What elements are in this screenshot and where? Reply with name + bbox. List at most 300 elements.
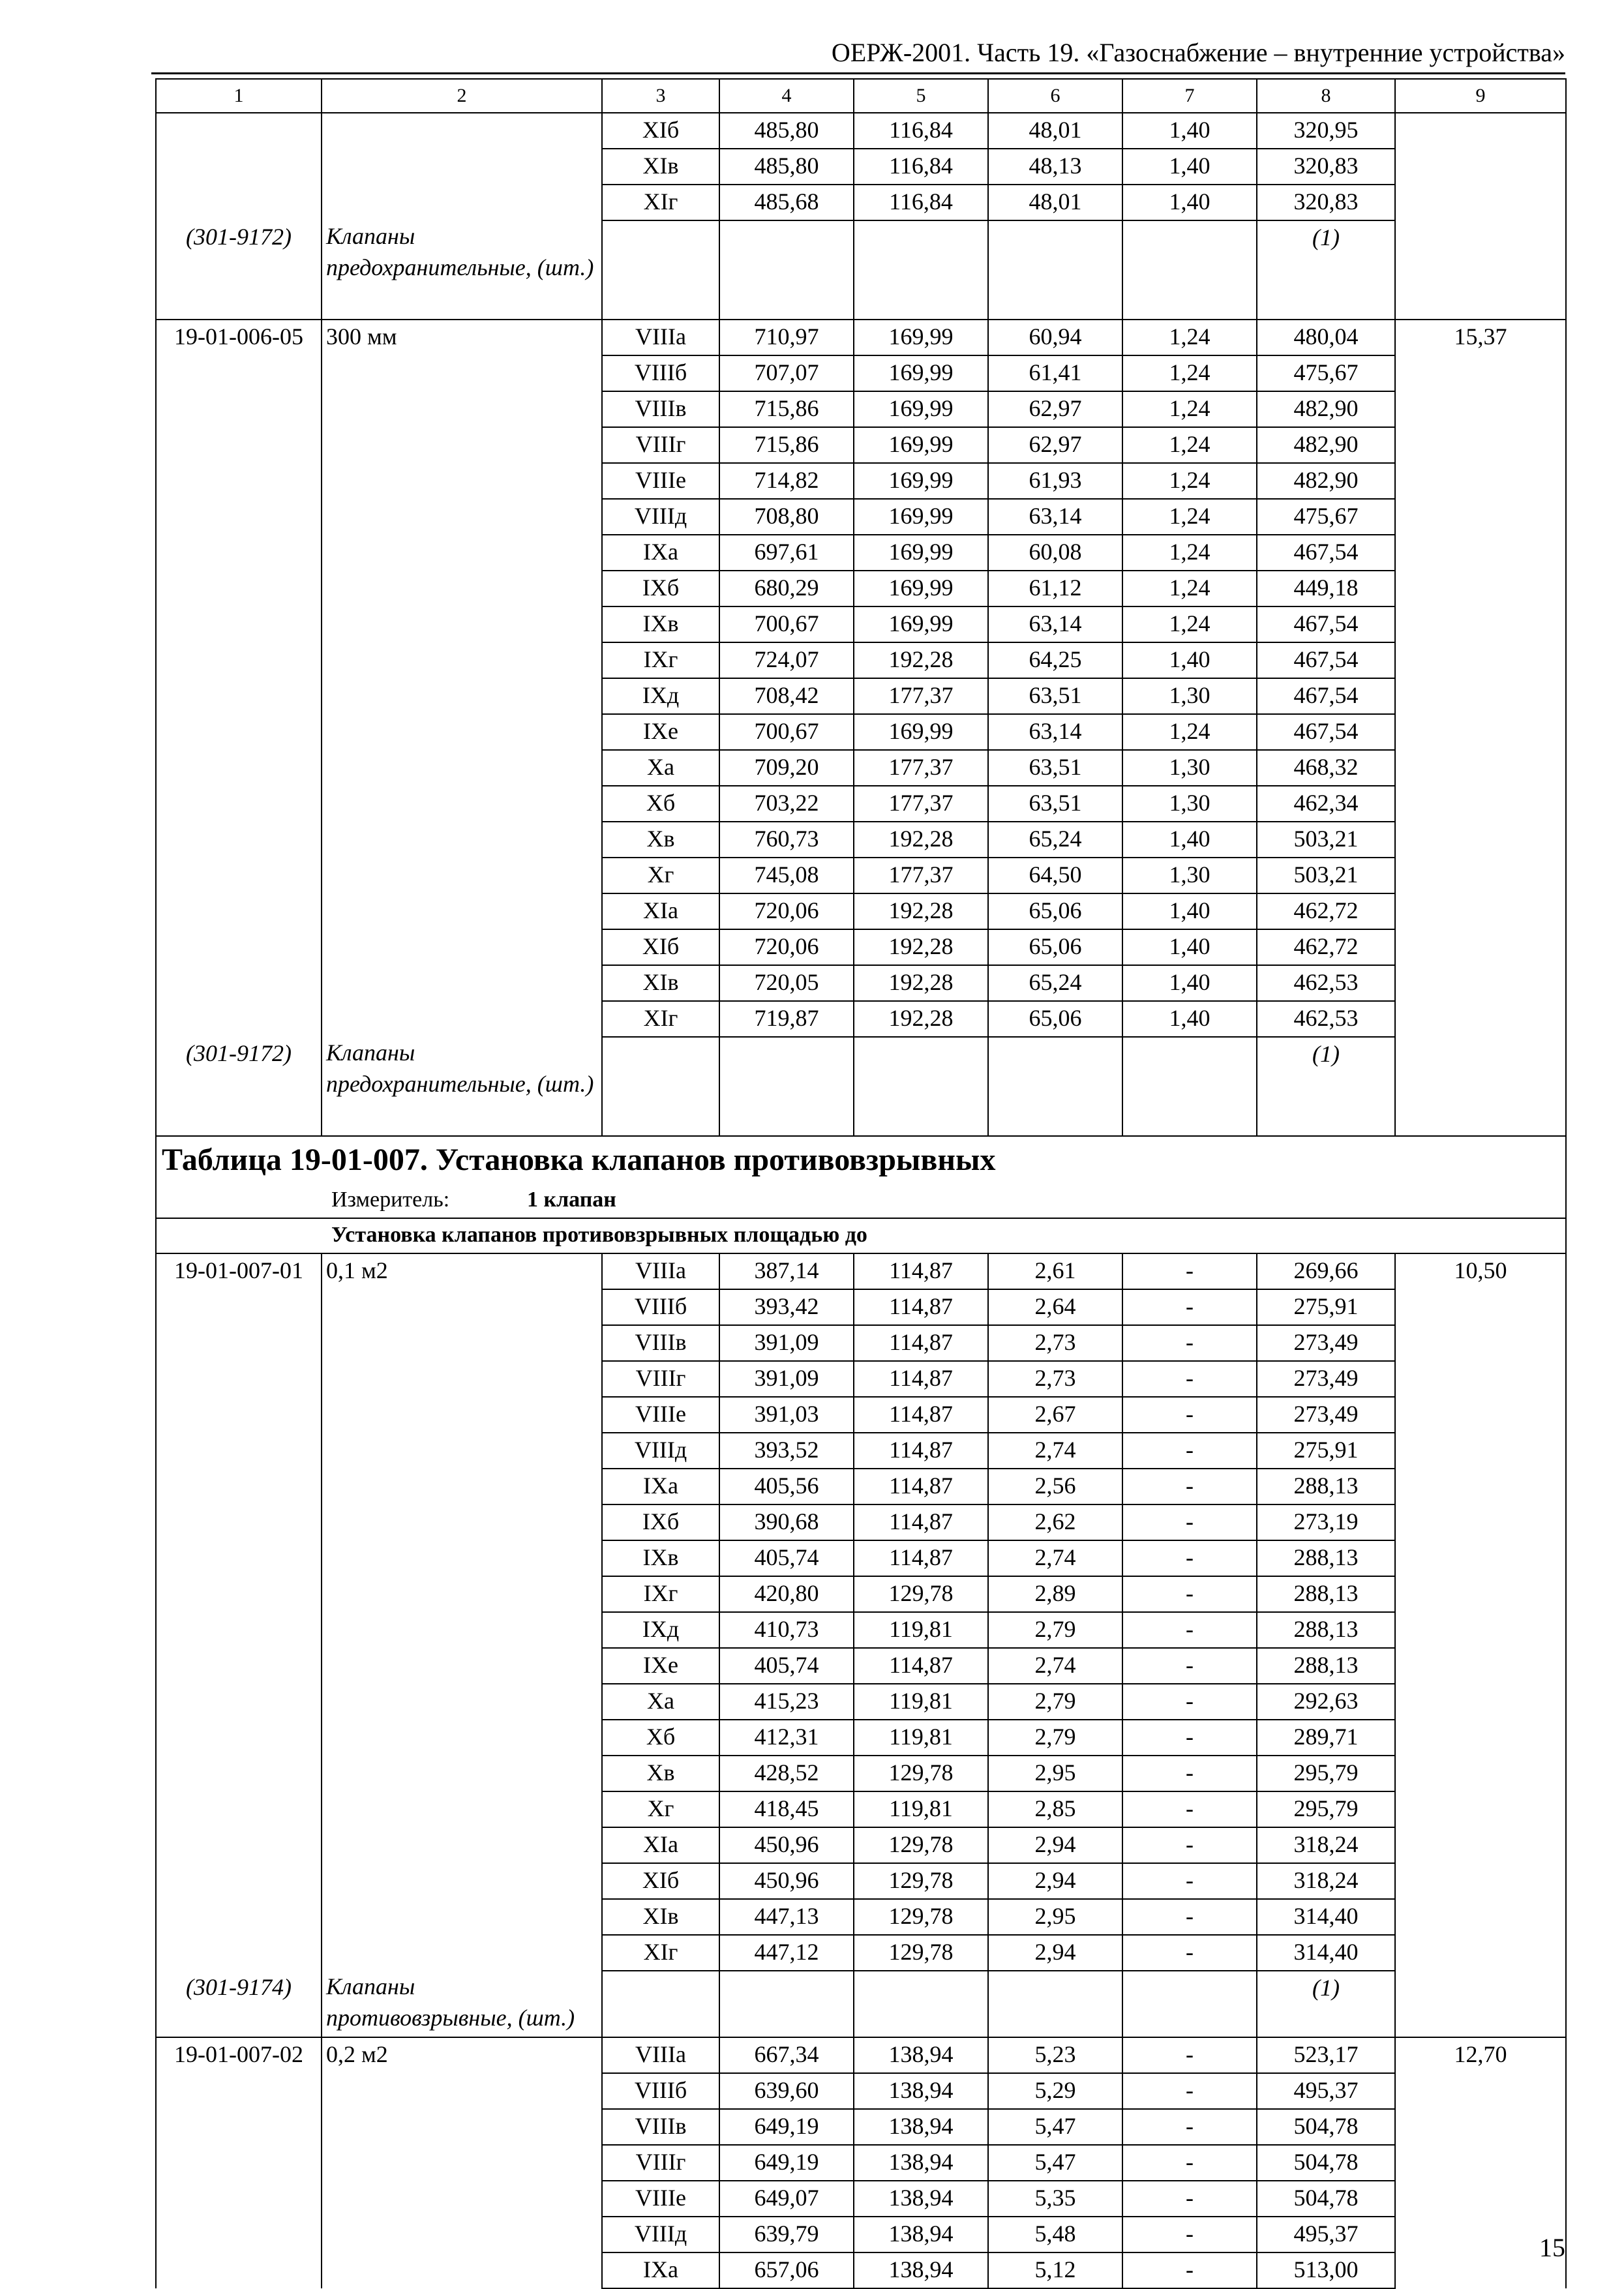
value-cell: 192,28 bbox=[854, 1001, 988, 1037]
value-cell: 467,54 bbox=[1257, 535, 1395, 571]
value-cell: 60,08 bbox=[988, 535, 1122, 571]
value-cell: 1,24 bbox=[1122, 355, 1257, 391]
value-cell: 114,87 bbox=[854, 1397, 988, 1433]
value-cell: 63,51 bbox=[988, 750, 1122, 786]
value-cell: 169,99 bbox=[854, 571, 988, 606]
value-cell: 169,99 bbox=[854, 355, 988, 391]
value-cell: 391,09 bbox=[719, 1361, 854, 1397]
value-cell: 320,83 bbox=[1257, 149, 1395, 185]
value-cell: 1,24 bbox=[1122, 535, 1257, 571]
zone-cell: Xв bbox=[602, 1756, 719, 1791]
zone-cell: VIIIа bbox=[602, 1253, 719, 1289]
value-cell: 138,94 bbox=[854, 2252, 988, 2288]
value-cell: 708,42 bbox=[719, 678, 854, 714]
value-cell: 1,40 bbox=[1122, 929, 1257, 965]
value-cell: - bbox=[1122, 1827, 1257, 1863]
empty-cell bbox=[988, 1037, 1122, 1136]
zone-cell: IXб bbox=[602, 571, 719, 606]
value-cell: 480,04 bbox=[1257, 320, 1395, 355]
value-cell: 720,06 bbox=[719, 929, 854, 965]
value-cell: 639,60 bbox=[719, 2073, 854, 2109]
value-cell: 1,24 bbox=[1122, 499, 1257, 535]
value-cell: 482,90 bbox=[1257, 463, 1395, 499]
value-cell: - bbox=[1122, 1469, 1257, 1504]
zone-cell: Xб bbox=[602, 1720, 719, 1756]
rate-col9-cell: 15,37 bbox=[1395, 320, 1566, 1136]
zone-cell: IXб bbox=[602, 1504, 719, 1540]
value-cell: 177,37 bbox=[854, 786, 988, 822]
value-cell: 2,79 bbox=[988, 1684, 1122, 1720]
value-cell: 65,24 bbox=[988, 822, 1122, 858]
value-cell: 114,87 bbox=[854, 1325, 988, 1361]
value-cell: 1,40 bbox=[1122, 113, 1257, 149]
value-cell: 504,78 bbox=[1257, 2181, 1395, 2217]
value-cell: 708,80 bbox=[719, 499, 854, 535]
value-cell: 2,74 bbox=[988, 1433, 1122, 1469]
value-cell: 1,24 bbox=[1122, 463, 1257, 499]
value-cell: - bbox=[1122, 1253, 1257, 1289]
value-cell: 1,40 bbox=[1122, 642, 1257, 678]
value-cell: 114,87 bbox=[854, 1361, 988, 1397]
value-cell: 2,62 bbox=[988, 1504, 1122, 1540]
value-cell: 418,45 bbox=[719, 1791, 854, 1827]
value-cell: 2,73 bbox=[988, 1361, 1122, 1397]
table-body bbox=[156, 79, 1566, 2288]
value-cell: 273,49 bbox=[1257, 1397, 1395, 1433]
value-cell: 415,23 bbox=[719, 1684, 854, 1720]
value-cell: 138,94 bbox=[854, 2217, 988, 2252]
value-cell: 1,40 bbox=[1122, 893, 1257, 929]
value-cell: 169,99 bbox=[854, 427, 988, 463]
value-cell: - bbox=[1122, 1540, 1257, 1576]
value-cell: 1,40 bbox=[1122, 1001, 1257, 1037]
value-cell: 289,71 bbox=[1257, 1720, 1395, 1756]
value-cell: 138,94 bbox=[854, 2109, 988, 2145]
value-cell: 295,79 bbox=[1257, 1791, 1395, 1827]
value-cell: - bbox=[1122, 2145, 1257, 2181]
value-cell: 114,87 bbox=[854, 1648, 988, 1684]
subheading: Установка клапанов противовзрывных площадью до bbox=[156, 1218, 1566, 1253]
value-cell: 523,17 bbox=[1257, 2037, 1395, 2073]
value-cell: - bbox=[1122, 1684, 1257, 1720]
value-cell: 119,81 bbox=[854, 1720, 988, 1756]
rates-table bbox=[155, 78, 1567, 2289]
value-cell: 707,07 bbox=[719, 355, 854, 391]
empty-cell bbox=[719, 1971, 854, 2037]
rate-code-cell: 19-01-007-01 bbox=[156, 1253, 322, 1971]
value-cell: 63,14 bbox=[988, 606, 1122, 642]
value-cell: 462,72 bbox=[1257, 893, 1395, 929]
value-cell: 2,73 bbox=[988, 1325, 1122, 1361]
value-cell: 467,54 bbox=[1257, 714, 1395, 750]
value-cell: 504,78 bbox=[1257, 2145, 1395, 2181]
value-cell: 116,84 bbox=[854, 113, 988, 149]
value-cell: 475,67 bbox=[1257, 355, 1395, 391]
value-cell: 503,21 bbox=[1257, 822, 1395, 858]
value-cell: 405,56 bbox=[719, 1469, 854, 1504]
value-cell: - bbox=[1122, 2037, 1257, 2073]
empty-cell bbox=[1122, 1971, 1257, 2037]
rate-col9-cell bbox=[1395, 113, 1566, 320]
value-cell: 513,00 bbox=[1257, 2252, 1395, 2288]
zone-cell: Xа bbox=[602, 750, 719, 786]
value-cell: 447,13 bbox=[719, 1899, 854, 1935]
value-cell: 447,12 bbox=[719, 1935, 854, 1971]
zone-cell: VIIIг bbox=[602, 2145, 719, 2181]
value-cell: 724,07 bbox=[719, 642, 854, 678]
rate-name-cell bbox=[322, 113, 602, 220]
zone-cell: VIIIг bbox=[602, 1361, 719, 1397]
empty-cell bbox=[988, 220, 1122, 320]
header-rule bbox=[151, 72, 1565, 74]
value-cell: 129,78 bbox=[854, 1827, 988, 1863]
value-cell: 391,03 bbox=[719, 1397, 854, 1433]
value-cell: 2,94 bbox=[988, 1863, 1122, 1899]
value-cell: - bbox=[1122, 2109, 1257, 2145]
resource-row bbox=[156, 1971, 1566, 2037]
value-cell: 65,24 bbox=[988, 965, 1122, 1001]
value-cell: 62,97 bbox=[988, 427, 1122, 463]
value-cell: 2,95 bbox=[988, 1756, 1122, 1791]
value-cell: 2,79 bbox=[988, 1720, 1122, 1756]
table-row bbox=[156, 2037, 1566, 2073]
value-cell: 61,12 bbox=[988, 571, 1122, 606]
resource-qty: (1) bbox=[1257, 1971, 1395, 2037]
measure-value: 1 клапан bbox=[527, 1188, 616, 1212]
zone-cell: XIб bbox=[602, 113, 719, 149]
value-cell: - bbox=[1122, 1325, 1257, 1361]
zone-cell: IXв bbox=[602, 1540, 719, 1576]
empty-cell bbox=[719, 1037, 854, 1136]
value-cell: 116,84 bbox=[854, 185, 988, 220]
value-cell: 412,31 bbox=[719, 1720, 854, 1756]
value-cell: 320,83 bbox=[1257, 185, 1395, 220]
value-cell: 273,49 bbox=[1257, 1325, 1395, 1361]
value-cell: 177,37 bbox=[854, 858, 988, 893]
resource-name: Клапаны противовзрывные, (шт.) bbox=[322, 1971, 602, 2037]
zone-cell: VIIIе bbox=[602, 2181, 719, 2217]
zone-cell: IXе bbox=[602, 714, 719, 750]
value-cell: 639,79 bbox=[719, 2217, 854, 2252]
value-cell: 2,74 bbox=[988, 1540, 1122, 1576]
resource-code: (301-9172) bbox=[156, 220, 322, 320]
zone-cell: XIа bbox=[602, 893, 719, 929]
rate-col9-cell: 10,50 bbox=[1395, 1253, 1566, 2037]
value-cell: 504,78 bbox=[1257, 2109, 1395, 2145]
value-cell: 64,50 bbox=[988, 858, 1122, 893]
empty-cell bbox=[854, 1037, 988, 1136]
zone-cell: XIб bbox=[602, 929, 719, 965]
value-cell: 467,54 bbox=[1257, 678, 1395, 714]
value-cell: 450,96 bbox=[719, 1827, 854, 1863]
zone-cell: VIIIе bbox=[602, 1397, 719, 1433]
value-cell: 192,28 bbox=[854, 929, 988, 965]
value-cell: 1,24 bbox=[1122, 714, 1257, 750]
value-cell: 709,20 bbox=[719, 750, 854, 786]
zone-cell: IXа bbox=[602, 2252, 719, 2288]
value-cell: 667,34 bbox=[719, 2037, 854, 2073]
resource-name: Клапаны предохранительные, (шт.) bbox=[322, 1037, 602, 1136]
empty-cell bbox=[602, 1971, 719, 2037]
value-cell: 449,18 bbox=[1257, 571, 1395, 606]
value-cell: 482,90 bbox=[1257, 391, 1395, 427]
value-cell: 462,72 bbox=[1257, 929, 1395, 965]
value-cell: 114,87 bbox=[854, 1253, 988, 1289]
value-cell: - bbox=[1122, 1899, 1257, 1935]
zone-cell: XIг bbox=[602, 1935, 719, 1971]
value-cell: 62,97 bbox=[988, 391, 1122, 427]
zone-cell: VIIIд bbox=[602, 499, 719, 535]
value-cell: 1,40 bbox=[1122, 965, 1257, 1001]
zone-cell: XIв bbox=[602, 965, 719, 1001]
value-cell: 703,22 bbox=[719, 786, 854, 822]
zone-cell: VIIIд bbox=[602, 1433, 719, 1469]
value-cell: - bbox=[1122, 1289, 1257, 1325]
column-number: 9 bbox=[1395, 79, 1566, 113]
zone-cell: XIг bbox=[602, 185, 719, 220]
value-cell: 169,99 bbox=[854, 320, 988, 355]
value-cell: 288,13 bbox=[1257, 1540, 1395, 1576]
value-cell: 114,87 bbox=[854, 1433, 988, 1469]
value-cell: 48,13 bbox=[988, 149, 1122, 185]
value-cell: 485,80 bbox=[719, 149, 854, 185]
value-cell: 720,06 bbox=[719, 893, 854, 929]
value-cell: 2,56 bbox=[988, 1469, 1122, 1504]
value-cell: 129,78 bbox=[854, 1899, 988, 1935]
value-cell: 649,19 bbox=[719, 2109, 854, 2145]
value-cell: 288,13 bbox=[1257, 1469, 1395, 1504]
column-number: 8 bbox=[1257, 79, 1395, 113]
value-cell: 114,87 bbox=[854, 1289, 988, 1325]
value-cell: 63,14 bbox=[988, 714, 1122, 750]
value-cell: 138,94 bbox=[854, 2037, 988, 2073]
value-cell: 119,81 bbox=[854, 1791, 988, 1827]
value-cell: 462,53 bbox=[1257, 1001, 1395, 1037]
zone-cell: XIб bbox=[602, 1863, 719, 1899]
table-row bbox=[156, 113, 1566, 149]
value-cell: 292,63 bbox=[1257, 1684, 1395, 1720]
zone-cell: VIIIб bbox=[602, 2073, 719, 2109]
zone-cell: IXа bbox=[602, 535, 719, 571]
rate-code-cell: 19-01-006-05 bbox=[156, 320, 322, 1037]
zone-cell: VIIIв bbox=[602, 2109, 719, 2145]
value-cell: - bbox=[1122, 1433, 1257, 1469]
value-cell: 715,86 bbox=[719, 427, 854, 463]
value-cell: - bbox=[1122, 2181, 1257, 2217]
rate-name-cell: 0,2 м2 bbox=[322, 2037, 602, 2288]
zone-cell: IXг bbox=[602, 1576, 719, 1612]
value-cell: 1,24 bbox=[1122, 427, 1257, 463]
value-cell: 393,42 bbox=[719, 1289, 854, 1325]
value-cell: 719,87 bbox=[719, 1001, 854, 1037]
value-cell: 482,90 bbox=[1257, 427, 1395, 463]
value-cell: 760,73 bbox=[719, 822, 854, 858]
value-cell: 467,54 bbox=[1257, 642, 1395, 678]
column-number-row bbox=[156, 79, 1566, 113]
measure-label: Измеритель: bbox=[331, 1188, 450, 1212]
value-cell: 288,13 bbox=[1257, 1648, 1395, 1684]
table-title-row bbox=[156, 1136, 1566, 1184]
value-cell: 700,67 bbox=[719, 606, 854, 642]
value-cell: - bbox=[1122, 2252, 1257, 2288]
table-row bbox=[156, 320, 1566, 355]
column-number: 5 bbox=[854, 79, 988, 113]
value-cell: 405,74 bbox=[719, 1648, 854, 1684]
table-row bbox=[156, 1253, 1566, 1289]
zone-cell: IXд bbox=[602, 678, 719, 714]
value-cell: 63,14 bbox=[988, 499, 1122, 535]
column-number: 4 bbox=[719, 79, 854, 113]
empty-cell bbox=[854, 1971, 988, 2037]
value-cell: 2,79 bbox=[988, 1612, 1122, 1648]
value-cell: - bbox=[1122, 1504, 1257, 1540]
value-cell: 169,99 bbox=[854, 391, 988, 427]
value-cell: 697,61 bbox=[719, 535, 854, 571]
value-cell: 2,94 bbox=[988, 1935, 1122, 1971]
zone-cell: XIв bbox=[602, 1899, 719, 1935]
value-cell: 288,13 bbox=[1257, 1576, 1395, 1612]
value-cell: 405,74 bbox=[719, 1540, 854, 1576]
value-cell: 5,47 bbox=[988, 2145, 1122, 2181]
value-cell: 169,99 bbox=[854, 499, 988, 535]
value-cell: 495,37 bbox=[1257, 2217, 1395, 2252]
rate-code-cell bbox=[156, 113, 322, 220]
value-cell: 61,41 bbox=[988, 355, 1122, 391]
zone-cell: IXг bbox=[602, 642, 719, 678]
value-cell: 65,06 bbox=[988, 1001, 1122, 1037]
subheading-row bbox=[156, 1218, 1566, 1253]
value-cell: 657,06 bbox=[719, 2252, 854, 2288]
value-cell: 714,82 bbox=[719, 463, 854, 499]
value-cell: 169,99 bbox=[854, 714, 988, 750]
rate-name-cell: 0,1 м2 bbox=[322, 1253, 602, 1971]
value-cell: 61,93 bbox=[988, 463, 1122, 499]
value-cell: - bbox=[1122, 2073, 1257, 2109]
document-header: ОЕРЖ-2001. Часть 19. «Газоснабжение – внутренние устройства» bbox=[831, 38, 1565, 67]
value-cell: 450,96 bbox=[719, 1863, 854, 1899]
value-cell: 2,67 bbox=[988, 1397, 1122, 1433]
value-cell: 192,28 bbox=[854, 965, 988, 1001]
value-cell: 129,78 bbox=[854, 1863, 988, 1899]
value-cell: 2,61 bbox=[988, 1253, 1122, 1289]
value-cell: 63,51 bbox=[988, 786, 1122, 822]
value-cell: 65,06 bbox=[988, 929, 1122, 965]
value-cell: 295,79 bbox=[1257, 1756, 1395, 1791]
value-cell: 428,52 bbox=[719, 1756, 854, 1791]
value-cell: 65,06 bbox=[988, 893, 1122, 929]
zone-cell: Xг bbox=[602, 1791, 719, 1827]
value-cell: 114,87 bbox=[854, 1540, 988, 1576]
zone-cell: VIIIв bbox=[602, 1325, 719, 1361]
resource-code: (301-9174) bbox=[156, 1971, 322, 2037]
value-cell: 192,28 bbox=[854, 642, 988, 678]
value-cell: 119,81 bbox=[854, 1684, 988, 1720]
value-cell: 288,13 bbox=[1257, 1612, 1395, 1648]
value-cell: 649,07 bbox=[719, 2181, 854, 2217]
value-cell: 2,95 bbox=[988, 1899, 1122, 1935]
value-cell: 710,97 bbox=[719, 320, 854, 355]
value-cell: 273,19 bbox=[1257, 1504, 1395, 1540]
value-cell: 116,84 bbox=[854, 149, 988, 185]
value-cell: 1,24 bbox=[1122, 606, 1257, 642]
measure-cell bbox=[156, 1184, 1566, 1218]
value-cell: - bbox=[1122, 1612, 1257, 1648]
value-cell: 2,94 bbox=[988, 1827, 1122, 1863]
value-cell: 60,94 bbox=[988, 320, 1122, 355]
value-cell: 5,48 bbox=[988, 2217, 1122, 2252]
value-cell: 129,78 bbox=[854, 1935, 988, 1971]
rate-code-cell: 19-01-007-02 bbox=[156, 2037, 322, 2288]
resource-name: Клапаны предохранительные, (шт.) bbox=[322, 220, 602, 320]
value-cell: - bbox=[1122, 1576, 1257, 1612]
empty-cell bbox=[1122, 1037, 1257, 1136]
value-cell: 48,01 bbox=[988, 185, 1122, 220]
value-cell: 314,40 bbox=[1257, 1899, 1395, 1935]
value-cell: 1,30 bbox=[1122, 786, 1257, 822]
zone-cell: XIв bbox=[602, 149, 719, 185]
value-cell: 2,85 bbox=[988, 1791, 1122, 1827]
zone-cell: IXв bbox=[602, 606, 719, 642]
value-cell: - bbox=[1122, 1720, 1257, 1756]
value-cell: 114,87 bbox=[854, 1504, 988, 1540]
value-cell: 192,28 bbox=[854, 893, 988, 929]
value-cell: - bbox=[1122, 1791, 1257, 1827]
value-cell: 177,37 bbox=[854, 678, 988, 714]
column-number: 7 bbox=[1122, 79, 1257, 113]
value-cell: 275,91 bbox=[1257, 1433, 1395, 1469]
value-cell: 5,47 bbox=[988, 2109, 1122, 2145]
value-cell: 273,49 bbox=[1257, 1361, 1395, 1397]
value-cell: 475,67 bbox=[1257, 499, 1395, 535]
value-cell: 680,29 bbox=[719, 571, 854, 606]
zone-cell: IXд bbox=[602, 1612, 719, 1648]
table-title: Таблица 19-01-007. Установка клапанов противовзрывных bbox=[156, 1136, 1566, 1184]
column-number: 6 bbox=[988, 79, 1122, 113]
resource-row bbox=[156, 220, 1566, 320]
zone-cell: VIIIа bbox=[602, 320, 719, 355]
value-cell: 462,53 bbox=[1257, 965, 1395, 1001]
value-cell: 1,24 bbox=[1122, 571, 1257, 606]
value-cell: 129,78 bbox=[854, 1756, 988, 1791]
value-cell: 1,30 bbox=[1122, 750, 1257, 786]
value-cell: 2,64 bbox=[988, 1289, 1122, 1325]
value-cell: 119,81 bbox=[854, 1612, 988, 1648]
zone-cell: Xа bbox=[602, 1684, 719, 1720]
value-cell: 138,94 bbox=[854, 2073, 988, 2109]
value-cell: 318,24 bbox=[1257, 1827, 1395, 1863]
value-cell: 138,94 bbox=[854, 2145, 988, 2181]
value-cell: 1,24 bbox=[1122, 320, 1257, 355]
resource-row bbox=[156, 1037, 1566, 1136]
value-cell: 275,91 bbox=[1257, 1289, 1395, 1325]
value-cell: - bbox=[1122, 2217, 1257, 2252]
empty-cell bbox=[602, 1037, 719, 1136]
value-cell: 169,99 bbox=[854, 535, 988, 571]
value-cell: 2,74 bbox=[988, 1648, 1122, 1684]
value-cell: 114,87 bbox=[854, 1469, 988, 1504]
value-cell: - bbox=[1122, 1648, 1257, 1684]
value-cell: 269,66 bbox=[1257, 1253, 1395, 1289]
zone-cell: XIг bbox=[602, 1001, 719, 1037]
value-cell: 48,01 bbox=[988, 113, 1122, 149]
resource-qty: (1) bbox=[1257, 1037, 1395, 1136]
value-cell: 391,09 bbox=[719, 1325, 854, 1361]
value-cell: 1,30 bbox=[1122, 858, 1257, 893]
zone-cell: VIIIа bbox=[602, 2037, 719, 2073]
zone-cell: VIIIг bbox=[602, 427, 719, 463]
value-cell: 5,29 bbox=[988, 2073, 1122, 2109]
column-number: 3 bbox=[602, 79, 719, 113]
